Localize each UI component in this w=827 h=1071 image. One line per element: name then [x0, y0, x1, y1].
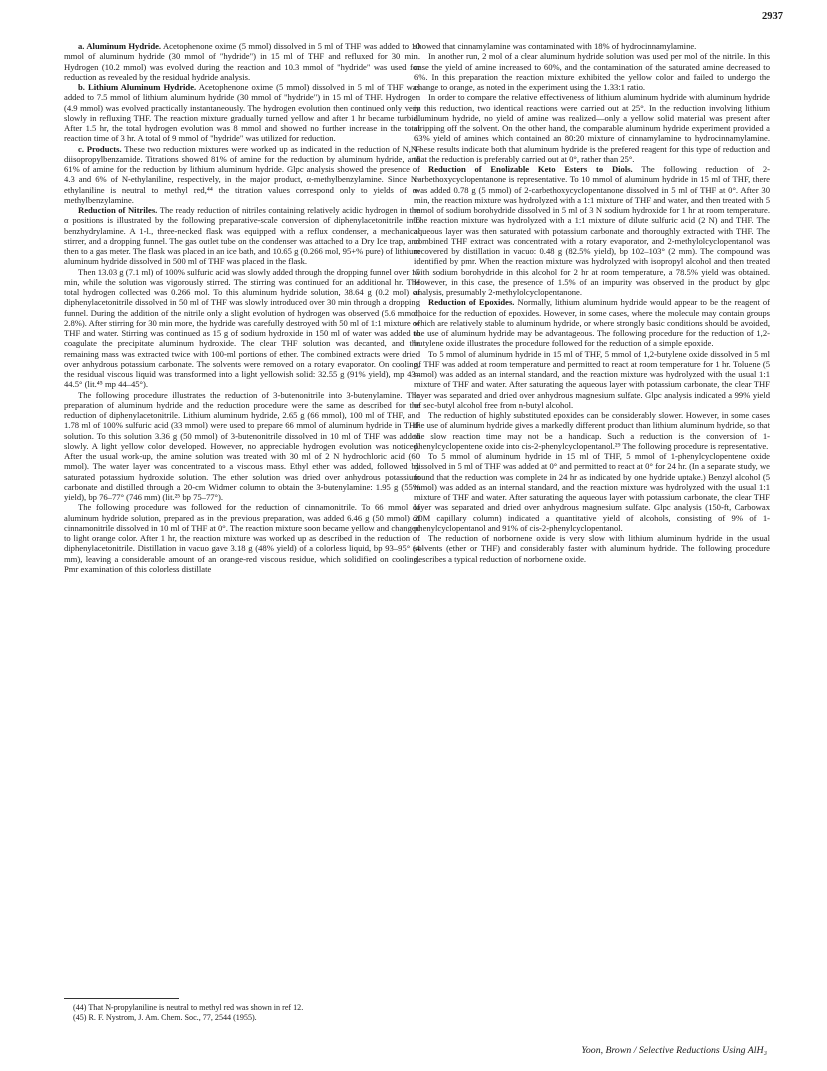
paragraph-text: In order to compare the relative effectiveness of lithium aluminum hydride with aluminum hydride in this reduction, two identical reactions were carried out at 25°. In the reduction involving lithium aluminum hydride, no yield of amine was realized—only a yellow solid material was present after stripping off the solvent. On the other hand, the comparable aluminum hydride experiment provided a 63% yield of amines which contained an 80:20 mixture of cinnamylamine to hydrocinnamylamine. These results indicate both that aluminum hydride is the prefered reagent for this type of reduction and that the reduction is preferably carried out at 0°, rather than 25°. [414, 92, 770, 164]
paragraph-text: To 5 mmol of aluminum hydride in 15 ml of THF, 5 mmol of 1,2-butylene oxide dissolved in 5 ml of THF was added at room temperature and permitted to react at room temperature for 1 hr. Toluene (5 mmol) was added as an internal standard, and the reaction mixture was hydrolyzed with the usual 1:1 mixture of THF and water. After saturating the aqueous layer with potassium carbonate, the clear THF layer was separated and dried over anhydrous magnesium sulfate. Glpc analysis indicated a 99% yield of sec-butyl alcohol free from n-butyl alcohol. [414, 348, 770, 410]
page-number: 2937 [762, 11, 783, 22]
paragraph-text: The following procedure illustrates the reduction of 3-butenonitrile into 3-butenylamine. The preparation of aluminum hydride and the reduction procedure were the same as described for the reduction of diphenylacetonitrile. Lithium aluminum hydride, 2.65 g (66 mmol), 100 ml of THF, and 1.78 ml of 100% sulfuric acid (33 mmol) were used to prepare 66 mmol of aluminum hydride in THF solution. To this solution 3.36 g (50 mmol) of 3-butenonitrile dissolved in 10 ml of THF was added slowly. A light yellow color developed. However, no appreciable hydrogen evolution was noticed. After the usual work-up, the amine solution was treated with 30 ml of 2 N hydrochloric acid (60 mmol). The water layer was concentrated to a viscous mass. Ethyl ether was added, followed by saturated potassium hydroxide solution. The ether solution was dried over anhydrous potassium carbonate and distilled through a 20-cm Widmer column to obtain the 3-butenylamine: 1.95 g (55% yield), bp 76–77° (746 mm) (lit.²⁵ bp 75–77°). [64, 389, 420, 502]
section-heading: Reduction of Epoxides. [428, 297, 515, 308]
paragraph [414, 164, 770, 297]
paragraph [64, 41, 420, 82]
paragraph [64, 267, 420, 390]
footnotes [64, 998, 420, 1023]
paragraph [64, 144, 420, 206]
paragraph-text: The following procedure was followed for the reduction of cinnamonitrile. To 66 mmol of aluminum hydride solution, prepared as in the previous preparation, was added 6.46 g (50 mmol) of cinnamonitrile dissolved in 10 ml of THF at 0°. The reaction mixture soon became yellow and changed to light orange color. After 1 hr, the reaction mixture was worked up as described in the reduction of diphenylacetonitrile. Distillation in vacuo gave 3.18 g (48% yield) of a colorless liquid, bp 93–95° (4 mm), leaving a considerable amount of an orange-red viscous residue, which solidified on cooling. Pmr examination of this colorless distillate [64, 502, 420, 574]
section-heading: c. Products. [78, 143, 122, 154]
paragraph [64, 502, 420, 574]
section-heading: a. Aluminum Hydride. [78, 41, 162, 51]
paragraph-text: showed that cinnamylamine was contaminated with 18% of hydrocinnamylamine. [414, 41, 697, 51]
paragraph [414, 349, 770, 411]
footnote-divider [64, 998, 179, 999]
paragraph-text: The ready reduction of nitriles containing relatively acidic hydrogen in the α positions is illustrated by the following preparative-scale conversion of diphenylacetonitrile into benzhydrylamine. A 1-l., three-necked flask was equipped with a reflux condenser, a mechanical stirrer, and a dropping funnel. The gas outlet tube on the condenser was attached to a Dry Ice trap, and then to a gas meter. The flask was placed in an ice bath, and 10.65 g (0.266 mol, 95+% pure) of lithium aluminum hydride dissolved in 500 ml of THF was placed in the flask. [64, 205, 420, 267]
right-column [414, 41, 770, 564]
running-footer: Yoon, Brown / Selective Reductions Using AlH₃ [581, 1045, 767, 1056]
footnote-45: (45) R. F. Nystrom, J. Am. Chem. Soc., 77, 2544 (1955). [73, 1013, 257, 1022]
left-column [64, 41, 420, 574]
paragraph-text: The reduction of highly substituted epoxides can be considerably slower. However, in some cases the use of aluminum hydride gives a markedly different product than lithium aluminum hydride, so that the slow reaction time may not be a handicap. Such a reduction is the conversion of 1-phenylcyclopentene oxide into cis-2-phenylcyclopentanol.²⁹ The following procedure is representative. [414, 410, 770, 451]
footnote-44: (44) That N-propylaniline is neutral to methyl red was shown in ref 12. [73, 1003, 304, 1012]
paragraph-text: Normally, lithium aluminum hydride would appear to be the reagent of choice for the reduction of epoxides. However, in some cases, where the molecule may contain groups which are relatively stable to aluminum hydride, or where strongly basic conditions should be avoided, the use of aluminum hydride may be advantageous. The following procedure for the reduction of 1,2-butylene oxide illustrates the procedure followed for the reduction of a simple epoxide. [414, 297, 770, 349]
section-heading: b. Lithium Aluminum Hydride. [78, 82, 197, 92]
paragraph-text: The reduction of norbornene oxide is very slow with lithium aluminum hydride in the usual solvents (ether or THF) and considerably faster with aluminum hydride. The following procedure describes a typical reduction of norbornene oxide. [414, 533, 770, 564]
paragraph [414, 410, 770, 451]
paragraph [414, 92, 770, 164]
paragraph-text: The following reduction of 2-carbethoxycyclopentanone is representative. To 10 mmol of aluminum hydride in 15 ml of THF, there was added 0.78 g (5 mmol) of 2-carbethoxycyclopentanone dissolved in 5 ml of THF at 0°. After 30 min, the reaction mixture was hydrolyzed with a 1:1 mixture of THF and water, and then treated with 5 mmol of sodium borohydride dissolved in 5 ml of 3 N sodium hydroxide for 1 hr at room temperature. The reaction mixture was hydrolyzed with a 1:1 mixture of dilute sulfuric acid (2 N) and THF. The aqueous layer was then saturated with potassium carbonate and thoroughly extracted with THF. The combined THF extract was concentrated with a rotary evaporator, and 2-methylolcyclopentanol was recovered by distillation in vacuo: 0.48 g (82.5% yield), bp 102–103° (2 mm). The compound was identified by pmr. When the reaction mixture was hydrolyzed with isopropyl alcohol and then treated with sodium borohydride in this alcohol for 2 hr at room temperature, a 78.5% yield was obtained. However, in this case, the presence of 1.5% of an impurity was observed in the product by glpc analysis, presumably 2-methylolcyclopentanone. [414, 164, 770, 297]
paragraph-text: To 5 mmol of aluminum hydride in 15 ml of THF, 5 mmol of 1-phenylcyclopentene oxide dissolved in 5 ml of THF was added at 0° and permitted to react at 0° for 24 hr. (In a separate study, we found that the reduction was complete in 24 hr as indicated by one hydride uptake.) Benzyl alcohol (5 mmol) was added as an internal standard, and the reaction mixture was hydrolyzed with the usual 1:1 mixture of THF and water. After saturating the aqueous layer with potassium carbonate, the clear THF layer was separated and dried over anhydrous magnesium sulfate. Glpc analysis (150-ft, Carbowax 20M capillary column) indicated a quantitative yield of alcohols, consisting of 9% of 1-phenylcyclopentanol and 91% of cis-2-phenylcyclopentanol. [414, 451, 770, 533]
paragraph-text: Then 13.03 g (7.1 ml) of 100% sulfuric acid was slowly added through the dropping funnel over 15 min, while the solution was vigorously stirred. The stirring was continued for an additional hr. The total hydrogen collected was 0.266 mol. To this aluminum hydride solution, 38.64 g (0.2 mol) of diphenylacetonitrile dissolved in 50 ml of THF was slowly introduced over 30 min through a dropping funnel. During the addition of the nitrile only a slight evolution of hydrogen was observed (5.6 mmol, 2.8%). After stirring for 30 min more, the hydride was carefully destroyed with 50 ml of 1:1 mixture of THF and water. Stirring was continued as 15 g of sodium hydroxide in 150 ml of water was added to coagulate the precipitate aluminum hydroxide. The clear THF solution was decanted, and the remaining mass was extracted twice with 100-ml portions of ether. The combined extracts were dried over anhydrous potassium carbonate. The solvents were removed on a rotary evaporator. On cooling, the residual viscous liquid was transformed into a light yellowish solid: 32.55 g (91% yield), mp 43–44.5° (lit.⁴⁵ mp 44–45°). [64, 266, 421, 390]
paragraph [414, 41, 770, 51]
paragraph-text: These two reduction mixtures were worked up as indicated in the reduction of N,N-diisopropylbenzamide. Titrations showed 81% of amine for the reduction by aluminum hydride, and 61% of amine for the reduction by lithium aluminum hydride. Glpc analysis showed the presence of 4.3 and 6% of N-ethylaniline, respectively, in the major product, α-methylbenzylamine. Since N-ethylaniline is neutral to methyl red,⁴⁴ the titration values correspond only to yields of α-methylbenzylamine. [64, 143, 420, 205]
paragraph [64, 390, 420, 503]
section-heading: Reduction of Nitriles. [78, 205, 158, 215]
paragraph-text: In another run, 2 mol of a clear aluminum hydride solution was used per mol of the nitrile. In this case the yield of amine increased to 60%, and the contamination of the saturated amine decreased to 6%. In this preparation the reaction mixture exhibited the yellow color and failed to undergo the change to orange, as noted in the experiment using the 1.33:1 ratio. [414, 51, 770, 92]
paragraph [64, 205, 420, 267]
section-heading: Reduction of Enolizable Keto Esters to Diols. [428, 164, 633, 174]
paragraph-text: Acetophenone oxime (5 mmol) dissolved in 5 ml of THF was added to 10 mmol of aluminum hydride (30 mmol of "hydride") in 15 ml of THF and refluxed for 30 min. Hydrogen (10.2 mmol) was evolved during the reaction and 10.3 mmol of "hydride" was used for reduction as revealed by the residual hydride analysis. [64, 41, 420, 82]
paragraph [414, 51, 770, 92]
paragraph [414, 297, 770, 348]
paragraph [64, 82, 420, 144]
paragraph [414, 533, 770, 564]
paragraph-text: Acetophenone oxime (5 mmol) dissolved in 5 ml of THF was added to 7.5 mmol of lithium aluminum hydride (30 mmol of "hydride") in 15 ml of THF. Hydrogen (4.9 mmol) was evolved practically instantaneously. The hydrogen evolution then continued only very slowly in refluxing THF. The reaction mixture gradually turned yellow and after 1 hr became turbid. After 1.5 hr, the total hydrogen evolution was 8 mmol and showed no further increase in the total reaction time of 3 hr. A total of 9 mmol of "hydride" was utilized for reduction. [64, 82, 421, 144]
paragraph [414, 451, 770, 533]
